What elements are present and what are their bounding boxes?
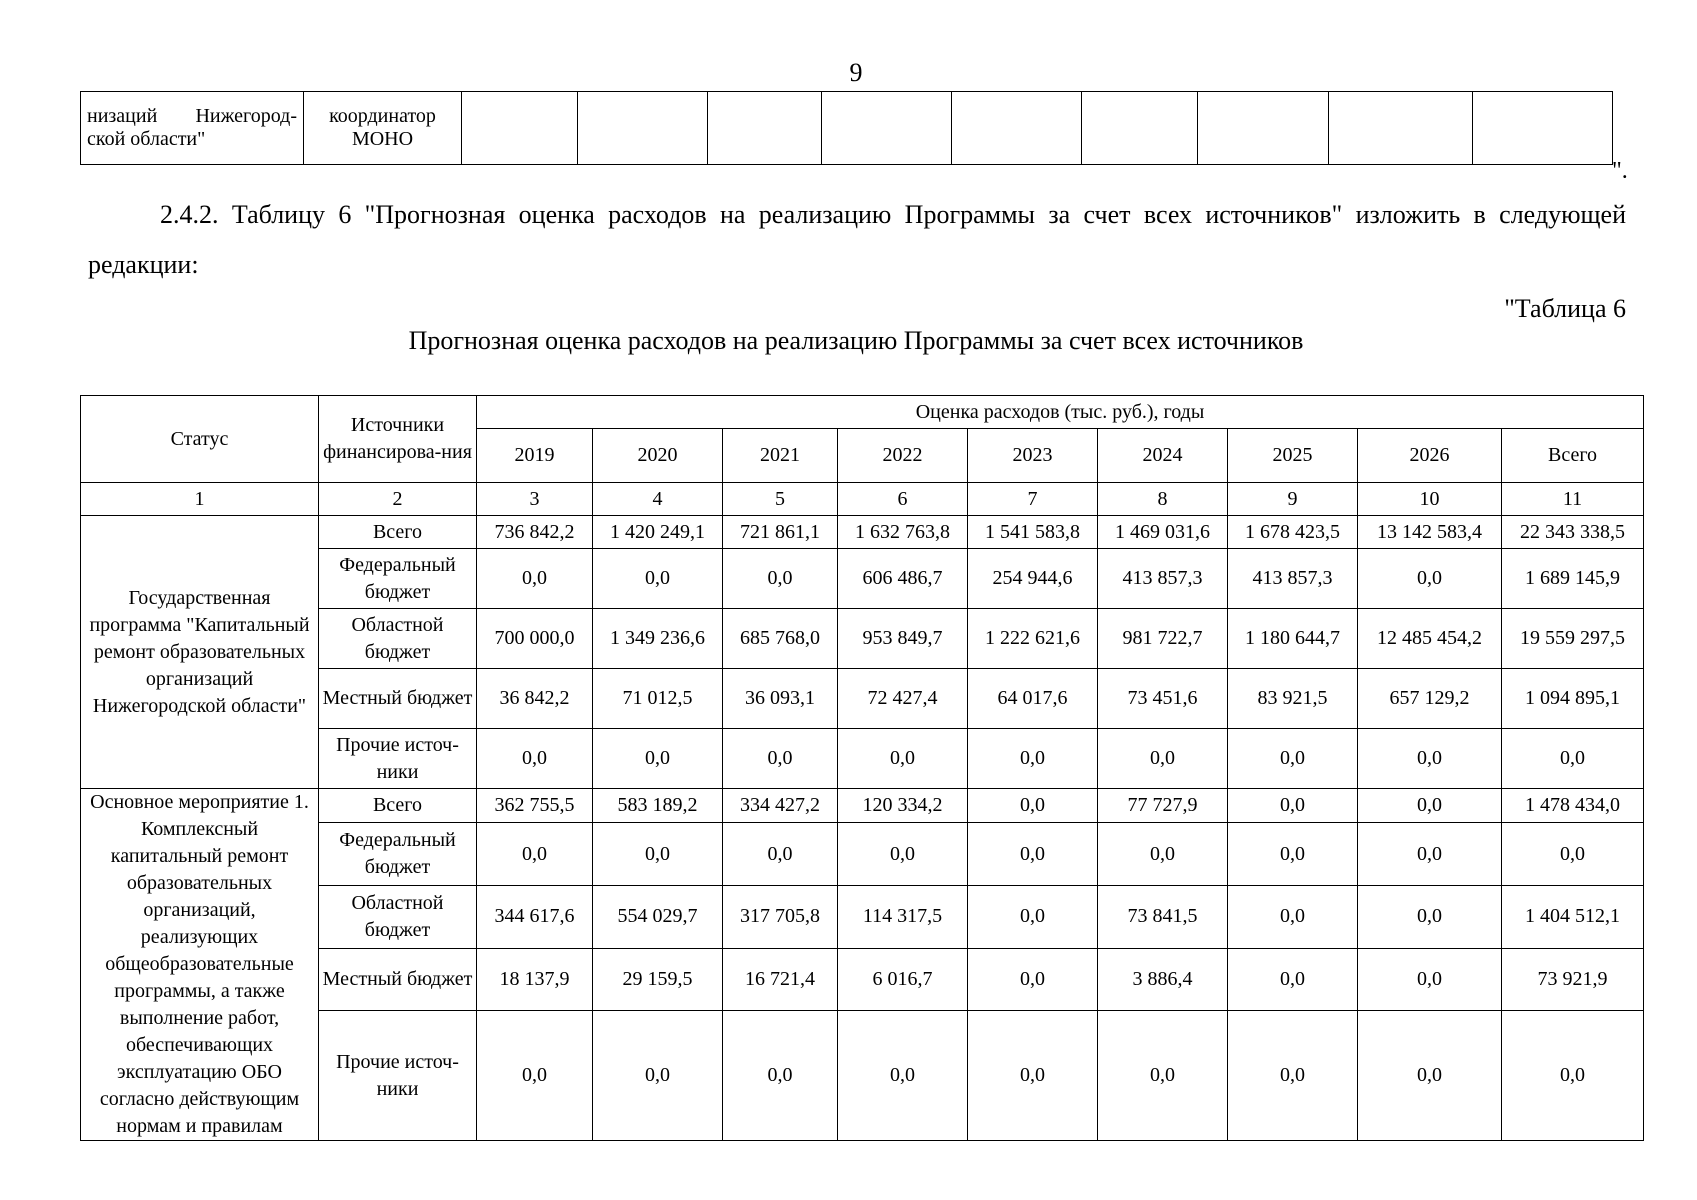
value-cell: 120 334,2 <box>838 789 968 823</box>
value-cell: 0,0 <box>968 948 1098 1011</box>
status-cell: Государственная программа "Капитальный ремонт образовательных организаций Нижегородской области" <box>81 516 319 789</box>
coordinator-cell: координатор МОНО <box>304 92 462 165</box>
value-cell: 317 705,8 <box>723 886 838 949</box>
header-year: 2024 <box>1098 429 1228 483</box>
value-cell: 583 189,2 <box>593 789 723 823</box>
value-cell: 36 093,1 <box>723 669 838 729</box>
value-cell: 0,0 <box>1228 729 1358 789</box>
value-cell: 0,0 <box>1502 823 1644 886</box>
table-label: "Таблица 6 <box>1504 294 1626 323</box>
value-cell: 114 317,5 <box>838 886 968 949</box>
value-cell: 554 029,7 <box>593 886 723 949</box>
source-cell: Местный бюджет <box>319 669 477 729</box>
column-number: 10 <box>1358 483 1502 516</box>
value-cell: 22 343 338,5 <box>1502 516 1644 549</box>
empty-cell <box>1198 92 1329 165</box>
value-cell: 29 159,5 <box>593 948 723 1011</box>
value-cell: 1 469 031,6 <box>1098 516 1228 549</box>
source-cell: Прочие источ-ники <box>319 729 477 789</box>
value-cell: 953 849,7 <box>838 609 968 669</box>
value-cell: 12 485 454,2 <box>1358 609 1502 669</box>
value-cell: 0,0 <box>968 729 1098 789</box>
empty-cell <box>822 92 952 165</box>
header-row <box>81 396 1644 429</box>
closing-quote: ". <box>1612 158 1628 184</box>
value-cell: 0,0 <box>1098 1011 1228 1141</box>
status-cell: Основное мероприятие 1. Комплексный капитальный ремонт образовательных организаций, реализующих общеобразовательные программы, а также выполнение работ, обеспечивающих эксплуатацию ОБО согласно действующим нормам и правилам <box>81 789 319 1141</box>
value-cell: 0,0 <box>593 1011 723 1141</box>
value-cell: 736 842,2 <box>477 516 593 549</box>
empty-cell <box>462 92 578 165</box>
value-cell: 19 559 297,5 <box>1502 609 1644 669</box>
value-cell: 18 137,9 <box>477 948 593 1011</box>
source-cell: Областной бюджет <box>319 609 477 669</box>
value-cell: 0,0 <box>1358 823 1502 886</box>
value-cell: 0,0 <box>968 823 1098 886</box>
empty-cell <box>1329 92 1473 165</box>
value-cell: 1 541 583,8 <box>968 516 1098 549</box>
value-cell: 1 404 512,1 <box>1502 886 1644 949</box>
source-cell: Прочие источ-ники <box>319 1011 477 1141</box>
header-year: 2023 <box>968 429 1098 483</box>
value-cell: 0,0 <box>1358 1011 1502 1141</box>
column-number: 3 <box>477 483 593 516</box>
value-cell: 0,0 <box>593 549 723 609</box>
source-cell: Областной бюджет <box>319 886 477 949</box>
value-cell: 73 841,5 <box>1098 886 1228 949</box>
value-cell: 16 721,4 <box>723 948 838 1011</box>
column-number: 2 <box>319 483 477 516</box>
value-cell: 1 349 236,6 <box>593 609 723 669</box>
value-cell: 0,0 <box>477 549 593 609</box>
column-number: 6 <box>838 483 968 516</box>
value-cell: 0,0 <box>1098 729 1228 789</box>
header-year: 2022 <box>838 429 968 483</box>
header-sources: Источники финансирова-ния <box>319 396 477 483</box>
table-row <box>81 789 1644 823</box>
value-cell: 0,0 <box>1358 789 1502 823</box>
header-year: 2019 <box>477 429 593 483</box>
value-cell: 0,0 <box>1502 729 1644 789</box>
value-cell: 0,0 <box>838 1011 968 1141</box>
previous-table-continuation <box>80 91 1613 165</box>
page-number: 9 <box>849 58 863 87</box>
value-cell: 73 921,9 <box>1502 948 1644 1011</box>
source-cell: Федеральный бюджет <box>319 823 477 886</box>
value-cell: 0,0 <box>1228 886 1358 949</box>
value-cell: 73 451,6 <box>1098 669 1228 729</box>
expense-forecast-table <box>80 395 1644 1141</box>
value-cell: 1 632 763,8 <box>838 516 968 549</box>
value-cell: 1 094 895,1 <box>1502 669 1644 729</box>
value-cell: 0,0 <box>723 549 838 609</box>
column-numbers-row <box>81 483 1644 516</box>
value-cell: 0,0 <box>477 1011 593 1141</box>
value-cell: 0,0 <box>1358 549 1502 609</box>
value-cell: 0,0 <box>968 1011 1098 1141</box>
value-cell: 1 222 621,6 <box>968 609 1098 669</box>
value-cell: 1 180 644,7 <box>1228 609 1358 669</box>
value-cell: 0,0 <box>1502 1011 1644 1141</box>
value-cell: 0,0 <box>1098 823 1228 886</box>
value-cell: 721 861,1 <box>723 516 838 549</box>
value-cell: 1 689 145,9 <box>1502 549 1644 609</box>
column-number: 11 <box>1502 483 1644 516</box>
header-year: 2026 <box>1358 429 1502 483</box>
column-number: 9 <box>1228 483 1358 516</box>
empty-cell <box>708 92 822 165</box>
value-cell: 0,0 <box>477 823 593 886</box>
table-title: Прогнозная оценка расходов на реализацию Программы за счет всех источников <box>408 326 1304 355</box>
value-cell: 606 486,7 <box>838 549 968 609</box>
value-cell: 3 886,4 <box>1098 948 1228 1011</box>
value-cell: 77 727,9 <box>1098 789 1228 823</box>
value-cell: 0,0 <box>593 729 723 789</box>
value-cell: 0,0 <box>593 823 723 886</box>
column-number: 8 <box>1098 483 1228 516</box>
value-cell: 0,0 <box>1228 823 1358 886</box>
value-cell: 0,0 <box>1358 886 1502 949</box>
value-cell: 344 617,6 <box>477 886 593 949</box>
header-year: 2025 <box>1228 429 1358 483</box>
value-cell: 1 478 434,0 <box>1502 789 1644 823</box>
column-number: 5 <box>723 483 838 516</box>
value-cell: 0,0 <box>838 729 968 789</box>
table-row <box>81 92 1613 165</box>
value-cell: 0,0 <box>1228 948 1358 1011</box>
value-cell: 0,0 <box>1228 789 1358 823</box>
value-cell: 36 842,2 <box>477 669 593 729</box>
header-status: Статус <box>81 396 319 483</box>
empty-cell <box>1473 92 1613 165</box>
header-year: 2020 <box>593 429 723 483</box>
value-cell: 71 012,5 <box>593 669 723 729</box>
value-cell: 1 678 423,5 <box>1228 516 1358 549</box>
empty-cell <box>1082 92 1198 165</box>
column-number: 7 <box>968 483 1098 516</box>
value-cell: 657 129,2 <box>1358 669 1502 729</box>
value-cell: 1 420 249,1 <box>593 516 723 549</box>
table-row <box>81 516 1644 549</box>
value-cell: 0,0 <box>1228 1011 1358 1141</box>
value-cell: 72 427,4 <box>838 669 968 729</box>
source-cell: Всего <box>319 516 477 549</box>
value-cell: 0,0 <box>968 886 1098 949</box>
value-cell: 0,0 <box>968 789 1098 823</box>
source-cell: Федеральный бюджет <box>319 549 477 609</box>
value-cell: 0,0 <box>477 729 593 789</box>
value-cell: 0,0 <box>723 823 838 886</box>
body-paragraph: 2.4.2. Таблицу 6 "Прогнозная оценка расходов на реализацию Программы за счет всех источников" изложить в следующей редакции: <box>88 200 1626 279</box>
value-cell: 13 142 583,4 <box>1358 516 1502 549</box>
value-cell: 254 944,6 <box>968 549 1098 609</box>
column-number: 1 <box>81 483 319 516</box>
value-cell: 334 427,2 <box>723 789 838 823</box>
value-cell: 6 016,7 <box>838 948 968 1011</box>
value-cell: 64 017,6 <box>968 669 1098 729</box>
empty-cell <box>578 92 708 165</box>
header-estimate: Оценка расходов (тыс. руб.), годы <box>477 396 1644 429</box>
column-number: 4 <box>593 483 723 516</box>
source-cell: Местный бюджет <box>319 948 477 1011</box>
value-cell: 83 921,5 <box>1228 669 1358 729</box>
value-cell: 0,0 <box>1358 729 1502 789</box>
value-cell: 685 768,0 <box>723 609 838 669</box>
value-cell: 413 857,3 <box>1098 549 1228 609</box>
header-year: Всего <box>1502 429 1644 483</box>
empty-cell <box>952 92 1082 165</box>
value-cell: 981 722,7 <box>1098 609 1228 669</box>
value-cell: 413 857,3 <box>1228 549 1358 609</box>
value-cell: 700 000,0 <box>477 609 593 669</box>
header-year: 2021 <box>723 429 838 483</box>
value-cell: 0,0 <box>723 1011 838 1141</box>
value-cell: 0,0 <box>723 729 838 789</box>
value-cell: 0,0 <box>1358 948 1502 1011</box>
value-cell: 0,0 <box>838 823 968 886</box>
value-cell: 362 755,5 <box>477 789 593 823</box>
source-cell: Всего <box>319 789 477 823</box>
status-cell: низаций Нижегород-ской области" <box>81 92 304 165</box>
